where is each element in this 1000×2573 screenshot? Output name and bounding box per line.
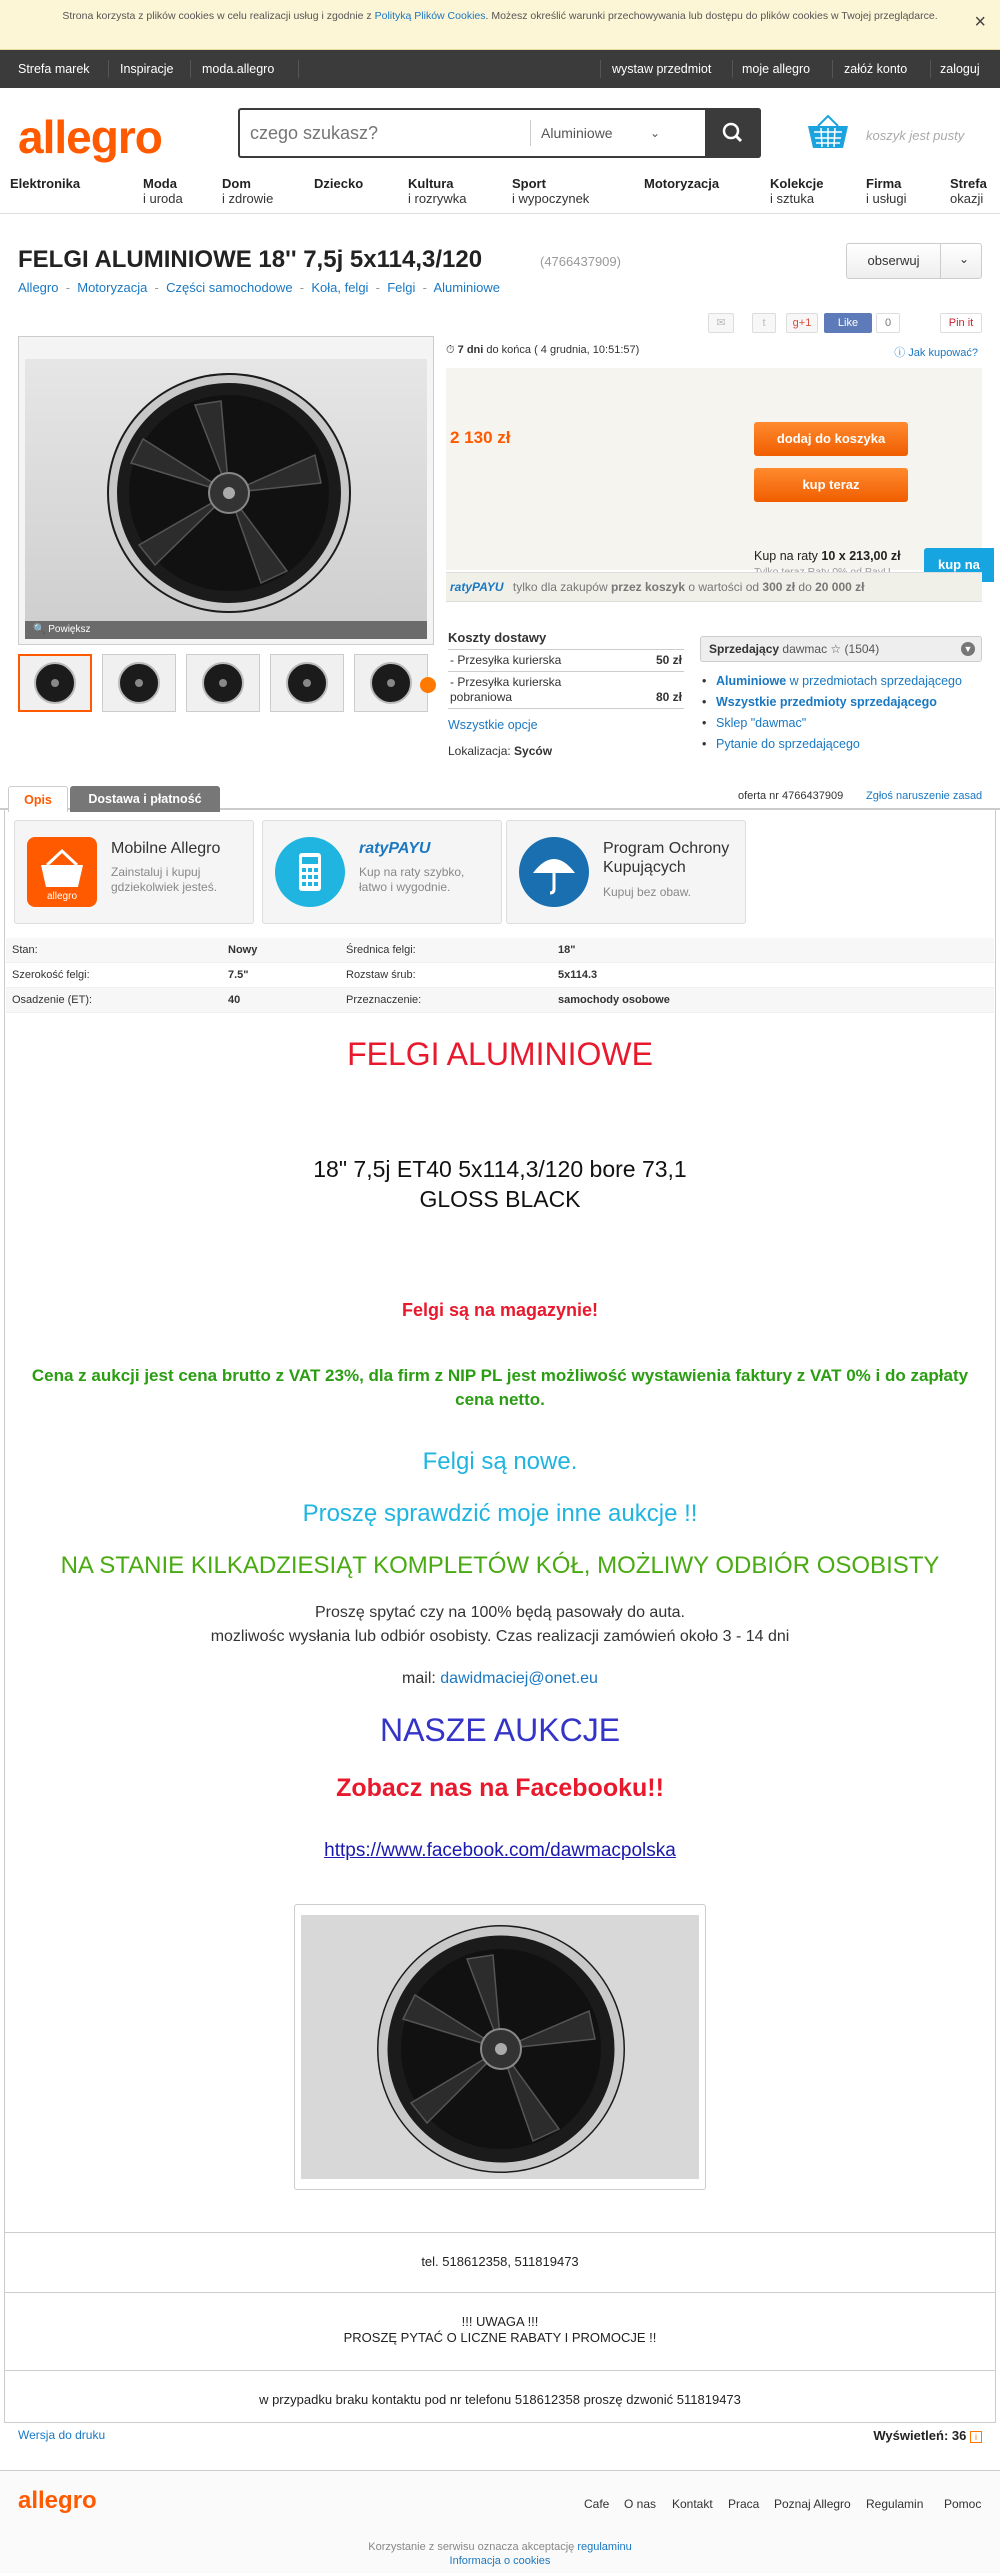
category-name: Moda — [143, 176, 177, 191]
desc-facebook: Zobacz nas na Facebooku!! — [336, 1774, 664, 1802]
cart-button[interactable] — [806, 112, 846, 152]
category-select[interactable] — [530, 120, 670, 146]
search-icon — [705, 108, 761, 158]
raty-bar — [446, 572, 982, 602]
zoom-label: Powiększ — [48, 624, 91, 635]
info-icon[interactable]: i — [970, 2431, 982, 2443]
footer-link[interactable]: Pomoc — [944, 2497, 982, 2511]
breadcrumb-item[interactable]: Felgi — [387, 280, 416, 295]
auction-timer — [446, 344, 639, 357]
desc-mail — [0, 1670, 1000, 1688]
topnav-login[interactable]: zaloguj — [940, 62, 980, 76]
category-sub: i usługi — [866, 191, 907, 206]
category-sub: i zdrowie — [222, 191, 274, 206]
thumbnail[interactable] — [18, 654, 92, 712]
desc-warning: PROSZĘ PYTAĆ O LICZNE RABATY I PROMOCJE !! — [343, 2330, 657, 2345]
tab-bar — [0, 784, 1000, 810]
footer-link[interactable]: Poznaj Allegro — [774, 2497, 851, 2511]
zoom-bar[interactable] — [25, 621, 427, 639]
seller-link[interactable]: Pytanie do sprzedającego — [716, 737, 860, 751]
zoom-icon: 🔍 — [33, 624, 46, 635]
price: 2 130 zł — [450, 428, 511, 447]
divider — [190, 60, 191, 78]
desc-stock: Felgi są na magazynie! — [401, 1300, 599, 1320]
seller-link-bold: Aluminiowe — [716, 674, 787, 688]
param-key: Osadzenie (ET): — [12, 994, 93, 1006]
desc-fit: Proszę spytać czy na 100% będą pasowały do auta. — [315, 1604, 685, 1621]
list-item[interactable] — [700, 735, 990, 753]
param-value: 40 — [228, 994, 241, 1006]
umbrella-icon — [519, 837, 589, 907]
desc-no-contact: w przypadku braku kontaktu pod nr telefonu 518612358 proszę dzwonić 511819473 — [259, 2392, 741, 2407]
category-name: Strefa — [950, 176, 987, 191]
search-input[interactable] — [250, 120, 550, 146]
location-label: Lokalizacja: — [448, 744, 515, 758]
topnav-register[interactable]: załóż konto — [844, 62, 908, 76]
param-key: Szerokość felgi: — [12, 969, 90, 981]
views-value: 36 — [951, 2428, 967, 2443]
footer-link[interactable]: O nas — [624, 2497, 657, 2511]
category-sub: i sztuka — [770, 191, 815, 206]
category-collections[interactable] — [770, 176, 823, 206]
category-deals[interactable] — [950, 176, 987, 206]
parameters-table — [6, 938, 994, 1013]
page-title: FELGI ALUMINIOWE 18'' 7,5j 5x114,3/120 — [18, 246, 483, 273]
allegro-logo[interactable]: allegro — [18, 111, 162, 163]
breadcrumb-item[interactable]: Motoryzacja — [77, 280, 148, 295]
raty-text: o wartości od — [685, 580, 763, 594]
promo-title: Program Ochrony Kupujących — [603, 840, 730, 876]
desc-stock2: NA STANIE KILKADZIESIĄT KOMPLETÓW KÓŁ, MOŻLIWY ODBIÓR OSOBISTY — [60, 1552, 940, 1579]
topnav-inspirations[interactable]: Inspiracje — [120, 62, 174, 76]
seller-links — [700, 672, 990, 756]
category-name: Dziecko — [314, 176, 364, 191]
divider — [4, 2232, 996, 2233]
divider — [732, 60, 733, 78]
shipping-label: - Przesyłka kurierska pobraniowa — [450, 675, 562, 704]
top-nav — [0, 50, 1000, 88]
divider — [832, 60, 833, 78]
timer-rest: do końca ( 4 grudnia, 10:51:57) — [486, 344, 640, 356]
footer-link[interactable]: Praca — [728, 2497, 760, 2511]
print-version-link[interactable]: Wersja do druku — [18, 2428, 106, 2442]
promo-mobile[interactable] — [14, 820, 254, 924]
report-link[interactable]: Zgłoś naruszenie zasad — [866, 790, 983, 802]
promo-title: Mobilne Allegro — [111, 840, 221, 857]
twitter-icon[interactable]: t — [752, 313, 776, 333]
wheel-image — [301, 1915, 699, 2179]
installments-prefix: Kup na raty — [754, 549, 822, 563]
promo-desc: Zainstaluj i kupuj gdziekolwiek jesteś. — [111, 865, 218, 894]
location — [448, 744, 552, 758]
param-key: Przeznaczenie: — [346, 994, 422, 1006]
installments-value: 10 x 213,00 zł — [821, 549, 901, 563]
desc-spec: GLOSS BLACK — [419, 1186, 581, 1212]
desc-new: Felgi są nowe. — [422, 1448, 578, 1475]
search-bar — [238, 108, 761, 158]
table-row — [6, 988, 994, 1013]
footer-link[interactable]: Kontakt — [672, 2497, 713, 2511]
pinterest-button[interactable]: Pin it — [940, 313, 982, 333]
shipping-heading: Koszty dostawy — [448, 630, 684, 650]
param-key: Stan: — [12, 944, 38, 956]
category-culture[interactable] — [408, 176, 467, 206]
promo-buyer-protection[interactable] — [506, 820, 746, 924]
category-name: Dom — [222, 176, 251, 191]
list-item[interactable] — [700, 672, 990, 690]
help-icon: ⓘ — [894, 347, 906, 359]
basket-icon — [806, 112, 850, 152]
cookies-info-link[interactable]: Informacja o cookies — [449, 2555, 551, 2567]
timer-days: 7 dni — [457, 344, 484, 356]
wheel-thumb-icon — [355, 655, 427, 711]
clock-icon: ⏱ — [446, 344, 455, 356]
seller-box[interactable] — [700, 636, 982, 662]
regulations-link[interactable]: regulaminu — [577, 2541, 632, 2553]
category-sub: okazji — [950, 191, 984, 206]
category-business[interactable] — [866, 176, 906, 206]
close-icon[interactable]: × — [974, 11, 986, 33]
seller-link[interactable] — [716, 674, 962, 688]
calculator-icon — [275, 837, 345, 907]
raty-text: do — [795, 580, 816, 594]
installments-button-label: kup na — [938, 557, 980, 572]
breadcrumb: Allegro - Motoryzacja - Części samochodowe - Koła, felgi - Felgi - Aluminiowe — [18, 280, 500, 295]
how-to-buy-label: Jak kupować? — [908, 347, 978, 359]
category-sport[interactable] — [512, 176, 589, 206]
chevron-down-icon[interactable]: ⌄ — [958, 252, 969, 266]
gplus-button[interactable]: g+1 — [786, 313, 818, 333]
shipping-label: - Przesyłka kurierska — [450, 653, 562, 667]
shipping-row — [448, 650, 684, 672]
like-count: 0 — [876, 313, 900, 333]
category-nav — [0, 174, 1000, 214]
views-label: Wyświetleń: — [873, 2428, 952, 2443]
param-value: 5x114.3 — [558, 969, 598, 981]
facebook-like-button[interactable]: Like — [824, 313, 872, 333]
breadcrumb-item[interactable]: Aluminiowe — [433, 280, 500, 295]
topnav-sell[interactable]: wystaw przedmiot — [612, 62, 712, 76]
topnav-my-allegro[interactable]: moje allegro — [742, 62, 811, 76]
raty-bold: przez koszyk — [610, 580, 686, 594]
footer-link[interactable]: Cafe — [584, 2497, 610, 2511]
desc-facebook-url — [0, 1840, 1000, 1862]
offer-number: oferta nr 4766437909 — [738, 790, 844, 802]
breadcrumb-item[interactable]: Części samochodowe — [166, 280, 293, 295]
breadcrumb-item[interactable]: Koła, felgi — [311, 280, 369, 295]
divider — [108, 60, 109, 78]
list-item[interactable] — [700, 693, 990, 711]
star-icon: ☆ — [830, 642, 842, 656]
footer-link[interactable]: Regulamin — [866, 2497, 924, 2511]
wheel-thumb-icon — [103, 655, 175, 711]
thumbnail[interactable] — [102, 654, 176, 712]
view-counter — [873, 2428, 982, 2443]
seller-name: dawmac — [782, 642, 828, 656]
raty-bold: 300 zł — [762, 580, 796, 594]
topnav-brand-zone[interactable]: Strefa marek — [18, 62, 90, 76]
svg-text:allegro: allegro — [46, 891, 78, 902]
seller-link[interactable]: Sklep "dawmac" — [716, 716, 807, 730]
shipping-price: 50 zł — [655, 653, 682, 667]
param-value: 7.5" — [228, 969, 249, 981]
footer-cookies — [0, 2555, 1000, 2567]
cookie-text: Strona korzysta z plików cookies w celu realizacji usług i zgodnie z — [62, 10, 375, 22]
shipping-row — [448, 672, 684, 709]
cookie-bar — [0, 0, 1000, 50]
seller-rating: (1504) — [844, 642, 880, 656]
category-fashion[interactable] — [143, 176, 183, 206]
breadcrumb-item[interactable]: Allegro — [18, 280, 59, 295]
category-home[interactable] — [222, 176, 273, 206]
raty-logo: ratyPAYU — [450, 580, 504, 594]
table-row — [6, 938, 994, 963]
basket-icon — [27, 837, 97, 907]
desc-warning: !!! UWAGA !!! — [461, 2314, 539, 2329]
desc-shipping: mozliwośc wysłania lub odbiór osobisty. Czas realizacji zamówień około 3 - 14 dni — [210, 1628, 790, 1645]
table-row — [6, 963, 994, 988]
chevron-down-icon: ⌄ — [649, 126, 660, 140]
promo-desc: Kup na raty szybko, łatwo i wygodnie. — [359, 865, 465, 894]
thumbnail[interactable] — [354, 654, 428, 712]
cookie-text-2: . Możesz określić warunki przechowywania lub dostępu do plików cookies w Twojej przeglądarce. — [485, 10, 938, 22]
category-name: Elektronika — [10, 176, 81, 191]
observe-button[interactable] — [846, 243, 982, 279]
tab-delivery[interactable]: Dostawa i płatność — [70, 786, 220, 812]
mail-label: mail: — [402, 1670, 441, 1687]
desc-others: Proszę sprawdzić moje inne aukcje !! — [302, 1500, 698, 1527]
footer-legal — [0, 2541, 1000, 2553]
divider — [4, 2370, 996, 2371]
seller-link[interactable] — [716, 695, 937, 709]
promo-desc: Kupuj bez obaw. — [603, 885, 692, 899]
next-thumbnail-icon[interactable] — [420, 677, 436, 693]
promo-raty[interactable] — [262, 820, 502, 924]
topnav-moda[interactable]: moda.allegro — [202, 62, 275, 76]
main-product-image[interactable] — [25, 359, 427, 621]
all-shipping-options-link[interactable]: Wszystkie opcje — [448, 718, 538, 732]
description-image-frame — [294, 1904, 706, 2190]
divider — [930, 60, 931, 78]
buy-box — [446, 336, 982, 604]
search-button[interactable] — [705, 108, 761, 158]
param-value: samochody osobowe — [558, 994, 670, 1006]
wheel-image — [25, 359, 427, 621]
category-name: Sport — [512, 176, 546, 191]
shipping-price: 80 zł — [655, 690, 682, 704]
param-value: 18" — [558, 944, 576, 956]
facebook-link[interactable]: https://www.facebook.com/dawmacpolska — [324, 1840, 676, 1861]
category-name: Kultura — [408, 176, 454, 191]
cart-label: koszyk jest pusty — [866, 128, 965, 143]
tab-description[interactable]: Opis — [8, 786, 68, 812]
category-automotive[interactable] — [644, 176, 719, 191]
chevron-down-icon[interactable]: ▼ — [961, 642, 975, 656]
raty-bold: 20 000 zł — [815, 580, 865, 594]
add-to-cart-button[interactable]: dodaj do koszyka — [754, 422, 908, 456]
category-name: Motoryzacja — [644, 176, 720, 191]
offer-id: (4766437909) — [540, 254, 621, 269]
param-value: Nowy — [228, 944, 258, 956]
category-child[interactable] — [314, 176, 363, 191]
category-name: Kolekcje — [770, 176, 824, 191]
price-box — [446, 368, 982, 570]
desc-tel: tel. 518612358, 511819473 — [421, 2254, 579, 2269]
thumbnail[interactable] — [270, 654, 344, 712]
observe-label: obserwuj — [847, 244, 941, 278]
category-select-value: Aluminiowe — [541, 125, 613, 141]
category-sub: i wypoczynek — [512, 191, 590, 206]
desc-our-auctions: NASZE AUKCJE — [379, 1712, 621, 1748]
location-value: Syców — [514, 744, 553, 758]
desc-vat: Cena z aukcji jest cena brutto z VAT 23%, dla firm z NIP PL jest możliwość wystawienia faktury z VAT 0% i do zapłaty cena netto. — [31, 1366, 969, 1409]
how-to-buy-link[interactable] — [894, 344, 978, 360]
thumbnail[interactable] — [186, 654, 260, 712]
wheel-thumb-icon — [271, 655, 343, 711]
raty-text: tylko dla zakupów — [509, 580, 611, 594]
list-item[interactable] — [700, 714, 990, 732]
category-electronics[interactable] — [10, 176, 80, 191]
param-key: Rozstaw śrub: — [346, 969, 416, 981]
divider — [4, 2292, 996, 2293]
seller-link-rest: w przedmiotach sprzedającego — [786, 674, 962, 688]
divider — [600, 60, 601, 78]
email-share-icon[interactable]: ✉ — [708, 313, 734, 333]
image-gallery — [18, 336, 434, 645]
buy-now-button[interactable]: kup teraz — [754, 468, 908, 502]
param-key: Średnica felgi: — [346, 944, 416, 956]
mail-link[interactable]: dawidmaciej@onet.eu — [440, 1670, 598, 1687]
cookie-policy-link[interactable]: Polityką Plików Cookies — [374, 10, 486, 22]
desc-heading: FELGI ALUMINIOWE — [347, 1036, 653, 1072]
wheel-thumb-icon — [187, 655, 259, 711]
promo-title: ratyPAYU — [359, 840, 431, 857]
category-name: Firma — [866, 176, 902, 191]
footer — [0, 2470, 1000, 2573]
seller-link-bold: Wszystkie przedmioty sprzedającego — [716, 695, 937, 709]
seller-label: Sprzedający — [709, 642, 780, 656]
category-sub: i uroda — [143, 191, 183, 206]
category-sub: i rozrywka — [408, 191, 467, 206]
legal-text: Korzystanie z serwisu oznacza akceptację — [368, 2541, 578, 2553]
wheel-thumb-icon — [20, 656, 90, 710]
divider — [298, 60, 299, 78]
footer-logo[interactable]: allegro — [18, 2487, 97, 2514]
shipping-costs — [448, 630, 684, 709]
desc-spec: 18" 7,5j ET40 5x114,3/120 bore 73,1 — [313, 1156, 687, 1182]
